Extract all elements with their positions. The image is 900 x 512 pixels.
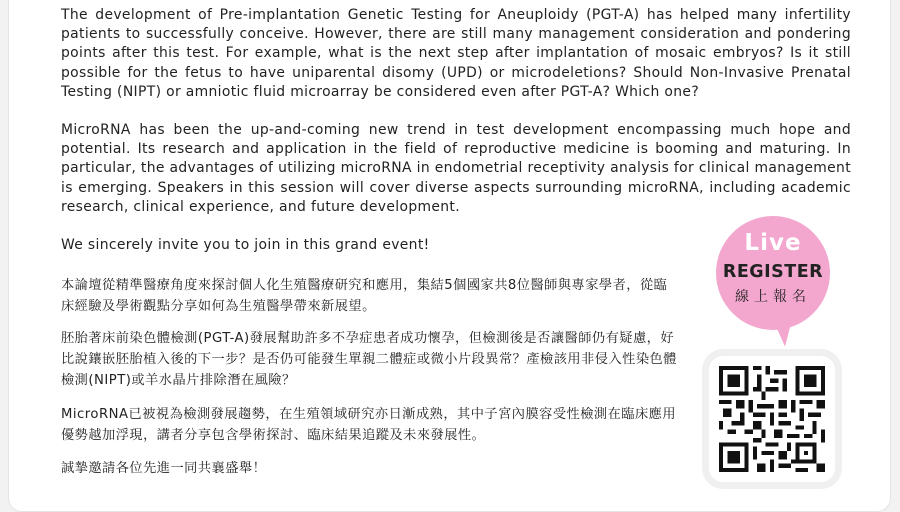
register-label: REGISTER bbox=[722, 262, 824, 282]
invitation-paragraph: We sincerely invite you to join in this grand event! bbox=[61, 237, 430, 253]
chinese-paragraph-invitation: 誠摯邀請各位先進一同共襄盛舉！ bbox=[61, 461, 267, 476]
register-button[interactable] bbox=[716, 216, 830, 330]
chinese-paragraph-pgta: 胚胎著床前染色體檢測(PGT-A)發展幫助許多不孕症患者成功懷孕，但檢測後是否讓醫師仍有疑慮，好比說鑲嵌胚胎植入後的下一步？是否仍可能發生單親二體症或微小片段異常？產檢該用非侵入性染色體檢測(NIPT)或羊水晶片排除潛在風險？ bbox=[61, 331, 677, 388]
intro-paragraph-pgta: The development of Pre-implantation Genetic Testing for Aneuploidy (PGT-A) has helped many infertility patients to successfully conceive. However, there are still many management consideration and pondering points after this test. For example, what is the next step after implantation of mosaic embryos? Is it still possible for the fetus to have uniparental disomy (UPD) or microdeletions? Should Non-Invasive Prenatal Testing (NIPT) or amniotic fluid microarray be considered even after PGT-A? Which one? bbox=[61, 7, 851, 100]
intro-paragraph-microrna: MicroRNA has been the up-and-coming new trend in test development encompassing much hope and potential. Its research and application in the field of reproductive medicine is booming and maturing. In particular, the advantages of utilizing microRNA in endometrial receptivity analysis for clinical management is emerging. Speakers in this session will cover diverse aspects surrounding microRNA, including academic research, clinical experience, and future development. bbox=[61, 122, 851, 215]
register-label-zh: 線上報名 bbox=[735, 289, 811, 305]
register-qr-code[interactable] bbox=[709, 356, 835, 482]
chinese-paragraph-forum: 本論壇從精準醫療角度來探討個人化生殖醫療研究和應用，集結5個國家共8位醫師與專家學者，從臨床經驗及學術觀點分享如何為生殖醫學帶來新展望。 bbox=[61, 278, 668, 314]
chinese-paragraph-microrna: MicroRNA已被視為檢測發展趨勢，在生殖領域研究亦日漸成熟，其中子宮內膜容受性檢測在臨床應用優勢越加浮現，講者分享包含學術探討、臨床結果追蹤及未來發展性。 bbox=[61, 407, 677, 443]
live-label: Live bbox=[744, 230, 802, 256]
qr-code-icon bbox=[719, 366, 825, 472]
